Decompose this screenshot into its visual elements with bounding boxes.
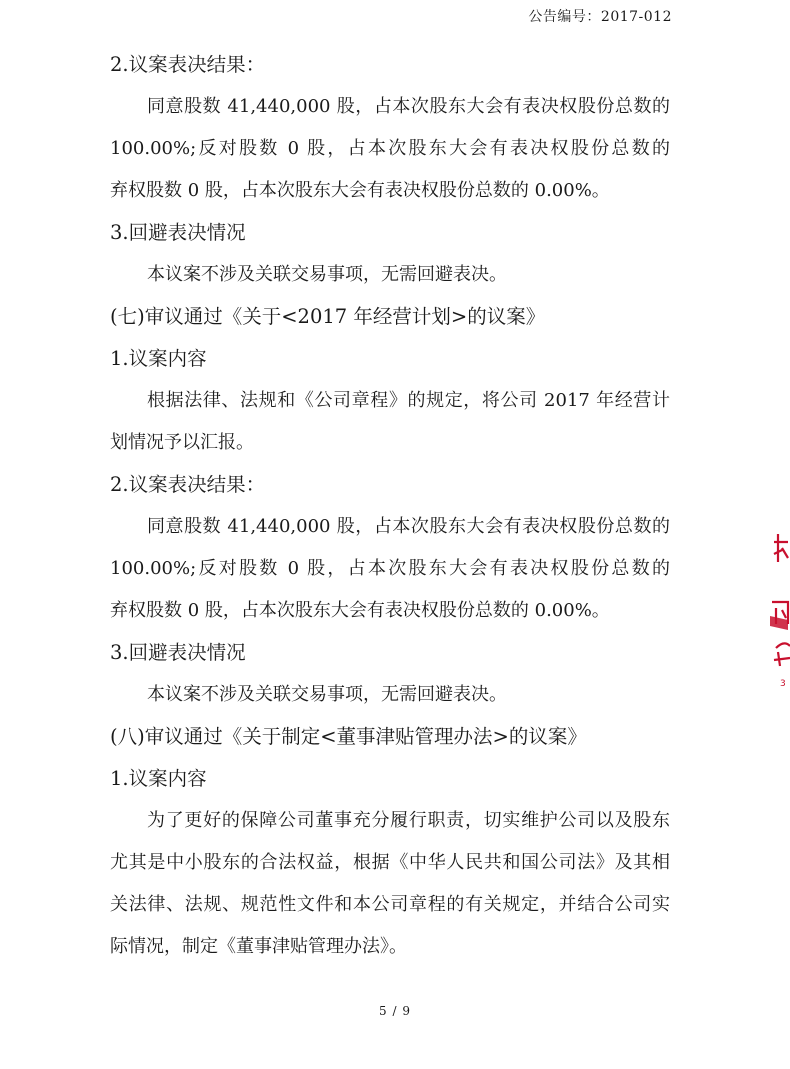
paragraph-line: 根据法律、法规和《公司章程》的规定，将公司 2017 年经营计 bbox=[147, 390, 670, 411]
paragraph-line: 100.00%;反对股数 0 股，占本次股东大会有表决权股份总数的 bbox=[110, 138, 670, 159]
paragraph-line: 同意股数 41,440,000 股，占本次股东大会有表决权股份总数的 bbox=[147, 96, 670, 117]
paragraph-line: 际情况，制定《董事津贴管理办法》。 bbox=[110, 936, 407, 957]
document-number: 公告编号：2017-012 bbox=[528, 9, 672, 25]
resolution-heading: (七)审议通过《关于<2017 年经营计划>的议案》 bbox=[110, 305, 546, 328]
paragraph-line: 为了更好的保障公司董事充分履行职责，切实维护公司以及股东 bbox=[147, 810, 670, 831]
section-heading: 3.回避表决情况 bbox=[110, 641, 246, 664]
section-heading: 1.议案内容 bbox=[110, 767, 207, 790]
seal-icon bbox=[768, 520, 790, 700]
paragraph-line: 尤其是中小股东的合法权益，根据《中华人民共和国公司法》及其相 bbox=[110, 852, 670, 873]
seal-fragment bbox=[768, 520, 790, 700]
paragraph-line: 同意股数 41,440,000 股，占本次股东大会有表决权股份总数的 bbox=[147, 516, 670, 537]
paragraph-line: 本议案不涉及关联交易事项，无需回避表决。 bbox=[147, 264, 507, 285]
svg-text:3: 3 bbox=[780, 679, 786, 689]
paragraph-line: 本议案不涉及关联交易事项，无需回避表决。 bbox=[147, 684, 507, 705]
paragraph-line: 弃权股数 0 股，占本次股东大会有表决权股份总数的 0.00%。 bbox=[110, 180, 610, 201]
section-heading: 3.回避表决情况 bbox=[110, 221, 246, 244]
document-body bbox=[110, 44, 670, 968]
page-number: 5 / 9 bbox=[379, 1004, 411, 1018]
paragraph-line: 100.00%;反对股数 0 股，占本次股东大会有表决权股份总数的 bbox=[110, 558, 670, 579]
paragraph-line: 关法律、法规、规范性文件和本公司章程的有关规定，并结合公司实 bbox=[110, 894, 670, 915]
section-heading: 1.议案内容 bbox=[110, 347, 207, 370]
paragraph-line: 弃权股数 0 股，占本次股东大会有表决权股份总数的 0.00%。 bbox=[110, 600, 610, 621]
section-heading: 2.议案表决结果： bbox=[110, 53, 266, 76]
section-heading: 2.议案表决结果： bbox=[110, 473, 266, 496]
resolution-heading: (八)审议通过《关于制定<董事津贴管理办法>的议案》 bbox=[110, 725, 587, 748]
paragraph-line: 划情况予以汇报。 bbox=[110, 432, 254, 453]
